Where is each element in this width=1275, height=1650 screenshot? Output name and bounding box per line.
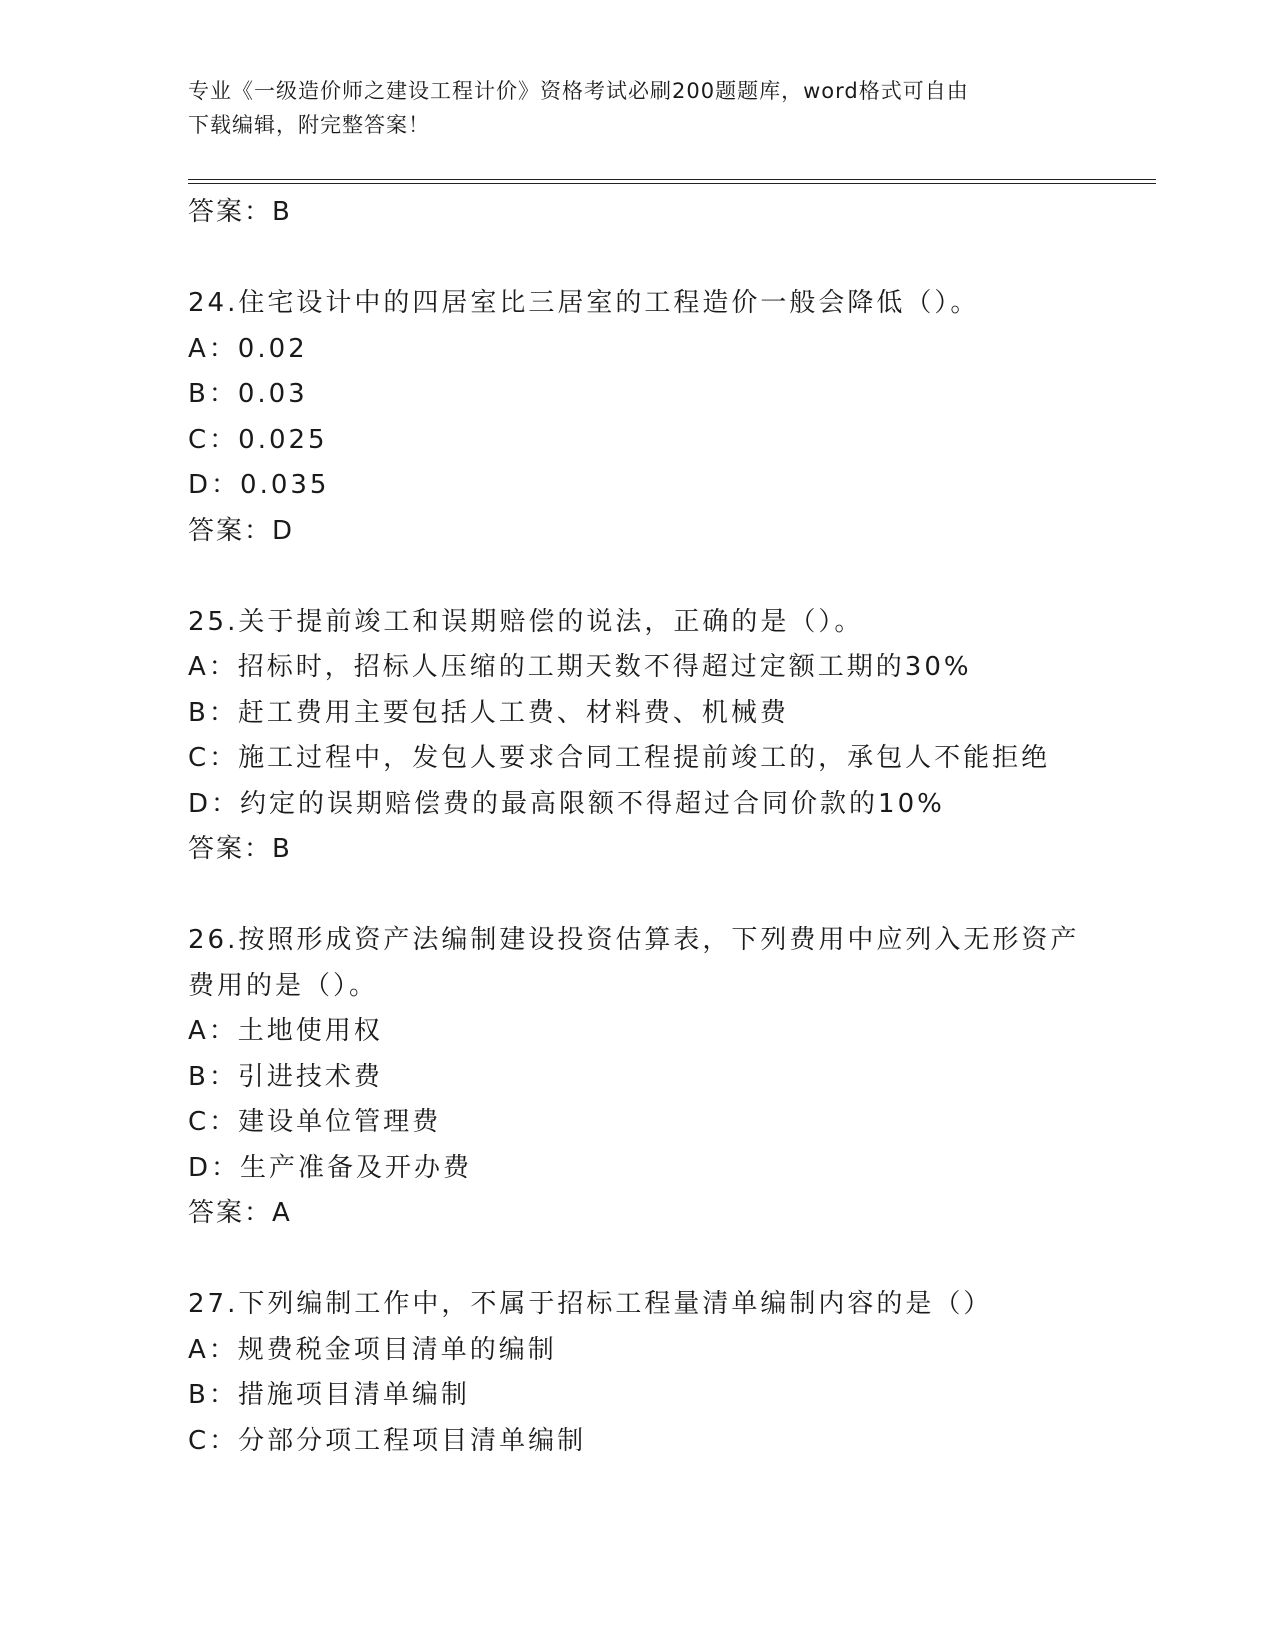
answer: 答案：B (188, 834, 292, 864)
option-d: D：约定的误期赔偿费的最高限额不得超过合同价款的10% (188, 788, 945, 819)
option-a: A：规费税金项目清单的编制 (188, 1334, 557, 1365)
spacer (188, 1237, 1148, 1283)
option-c: C：建设单位管理费 (188, 1107, 442, 1137)
header-line-2: 下载编辑，附完整答案！ (188, 113, 430, 137)
answer: 答案：D (188, 515, 295, 546)
option-c: C：施工过程中，发包人要求合同工程提前竣工的，承包人不能拒绝 (188, 743, 1051, 773)
option-c: C：0.025 (188, 424, 328, 455)
spacer (188, 554, 1148, 600)
question-stem-line-1: 26.按照形成资产法编制建设投资估算表，下列费用中应列入无形资产 (188, 925, 1080, 955)
option-b: B：赶工费用主要包括人工费、材料费、机械费 (188, 697, 789, 728)
spacer (188, 873, 1148, 919)
header-line-1: 专业《一级造价师之建设工程计价》资格考试必刷200题题库，word格式可自由 (188, 79, 969, 103)
option-b: B：引进技术费 (188, 1061, 383, 1092)
question-25 (188, 600, 1148, 873)
question-stem: 27.下列编制工作中，不属于招标工程量清单编制内容的是（） (188, 1289, 993, 1319)
option-b: B：措施项目清单编制 (188, 1380, 470, 1410)
question-stem: 25.关于提前竣工和误期赔偿的说法，正确的是（）。 (188, 606, 864, 637)
question-27 (188, 1282, 1148, 1464)
page-header (188, 74, 1088, 142)
option-c: C：分部分项工程项目清单编制 (188, 1425, 587, 1456)
option-d: D：0.035 (188, 470, 330, 500)
question-26 (188, 918, 1148, 1237)
question-24 (188, 281, 1148, 554)
option-a: A：土地使用权 (188, 1016, 383, 1046)
question-stem: 24.住宅设计中的四居室比三居室的工程造价一般会降低（）。 (188, 288, 980, 318)
previous-answer: 答案：B (188, 197, 292, 227)
option-d: D：生产准备及开办费 (188, 1152, 473, 1183)
answer: 答案：A (188, 1198, 292, 1228)
spacer (188, 236, 1148, 282)
option-a: A：招标时，招标人压缩的工期天数不得超过定额工期的30% (188, 652, 972, 682)
question-list (188, 190, 1148, 1464)
option-a: A：0.02 (188, 333, 308, 364)
header-divider (188, 179, 1156, 184)
question-stem-line-2: 费用的是（）。 (188, 970, 379, 1001)
option-b: B：0.03 (188, 379, 308, 409)
